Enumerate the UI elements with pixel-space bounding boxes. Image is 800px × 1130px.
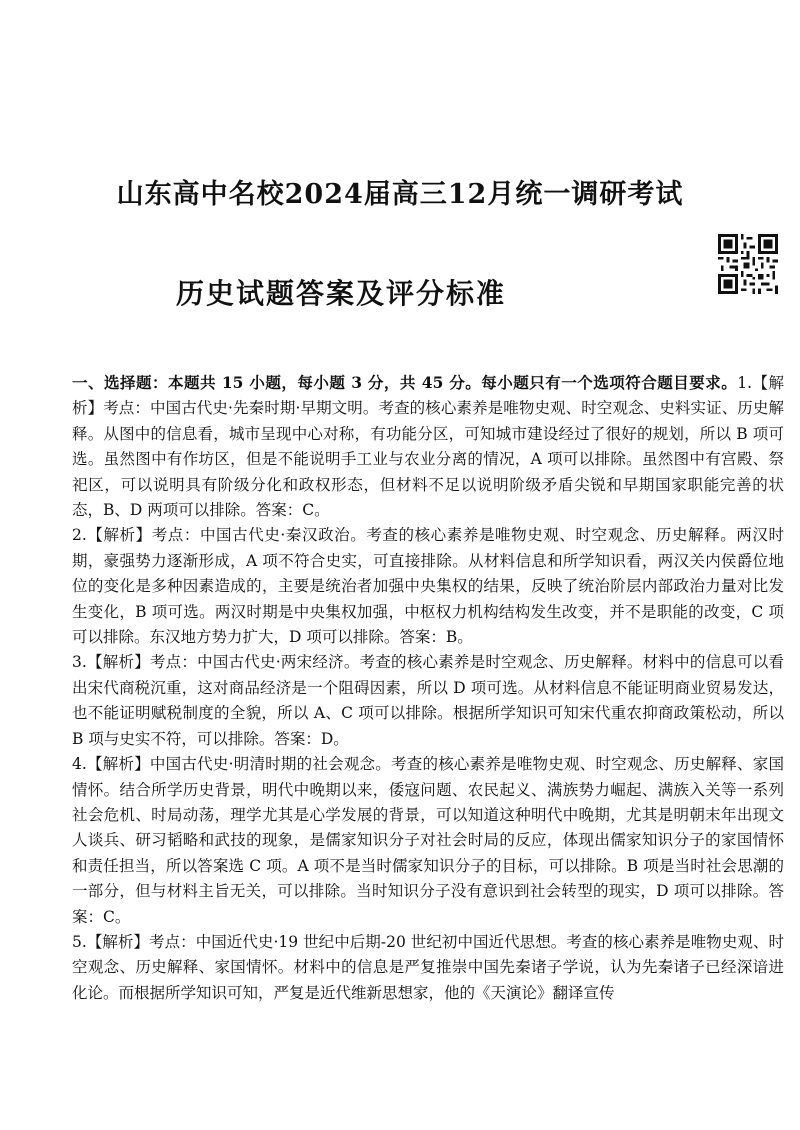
qr-code-icon <box>718 232 778 296</box>
answer-5: 5.【解析】考点：中国近代史·19 世纪中后期-20 世纪初中国近代思想。考查的核心素养是唯物史观、时空观念、历史解释、家国情怀。材料中的信息是严复推崇中国先秦诸子学说，认为先秦诸子已经深谙进化论。而根据所学知识可知，严复是近代维新思想家，他的《天演论》翻译宣传 <box>72 932 784 1002</box>
answer-3: 3.【解析】考点：中国古代史·两宋经济。考查的核心素养是时空观念、历史解释。材料中的信息可以看出宋代商税沉重，这对商品经济是一个阻碍因素，所以 D 项可选。从材料信息不能证明商业贸易发达，也不能证明赋税制度的全貌，所以 A、C 项可以排除。根据所学知识可知宋代重农抑商政策松动，所以 B 项与史实不符，可以排除。答案：D。 <box>72 653 784 748</box>
answer-4: 4.【解析】中国古代史·明清时期的社会观念。考查的核心素养是唯物史观、时空观念、历史解释、家国情怀。结合所学历史背景，明代中晚期以来，倭寇问题、农民起义、满族势力崛起、满族入关等一系列社会危机、时局动荡，理学尤其是心学发展的背景，可以知道这种明代中晚期，尤其是明朝末年出现文人谈兵、研习韬略和武技的现象，是儒家知识分子对社会时局的反应，体现出儒家知识分子的家国情怀和责任担当，所以答案选 C 项。A 项不是当时儒家知识分子的目标，可以排除。B 项是当时社会思潮的一部分，但与材料主旨无关，可以排除。当时知识分子没有意识到社会转型的现实，D 项可以排除。答案：C。 <box>72 755 784 926</box>
document-title: 山东高中名校2024届高三12月统一调研考试 <box>116 179 684 210</box>
document-subtitle: 历史试题答案及评分标准 <box>176 277 507 310</box>
answer-1: 1.【解析】考点：中国古代史·先秦时期·早期文明。考查的核心素养是唯物史观、时空观念、史料实证、历史解释。从图中的信息看，城市呈现中心对称，有功能分区，可知城市建设经过了很好的规划，所以 B 项可选。虽然图中有作坊区，但是不能说明手工业与农业分离的情况，A 项可以排除。虽然图中有宫殿、祭祀区，可以说明具有阶级分化和政权形态，但材料不足以说明阶级矛盾尖锐和早期国家职能完善的状态，B、D 两项可以排除。答案：C。 <box>72 374 784 520</box>
section-heading: 一、选择题：本题共 15 小题，每小题 3 分，共 45 分。每小题只有一个选项符合题目要求。 <box>72 373 738 392</box>
answer-paragraph-1 <box>72 370 784 523</box>
answer-2: 2.【解析】考点：中国古代史·秦汉政治。考查的核心素养是唯物史观、时空观念、历史解释。两汉时期，豪强势力逐渐形成，A 项不符合史实，可直接排除。从材料信息和所学知识看，两汉关内侯爵位地位的变化是多种因素造成的，主要是统治者加强中央集权的结果，反映了统治阶层内部政治力量对比发生变化，B 项可选。两汉时期是中央集权加强，中枢权力机构结构发生改变，并不是职能的改变，C 项可以排除。东汉地方势力扩大，D 项可以排除。答案：B。 <box>72 526 784 647</box>
answer-content <box>72 370 784 1006</box>
